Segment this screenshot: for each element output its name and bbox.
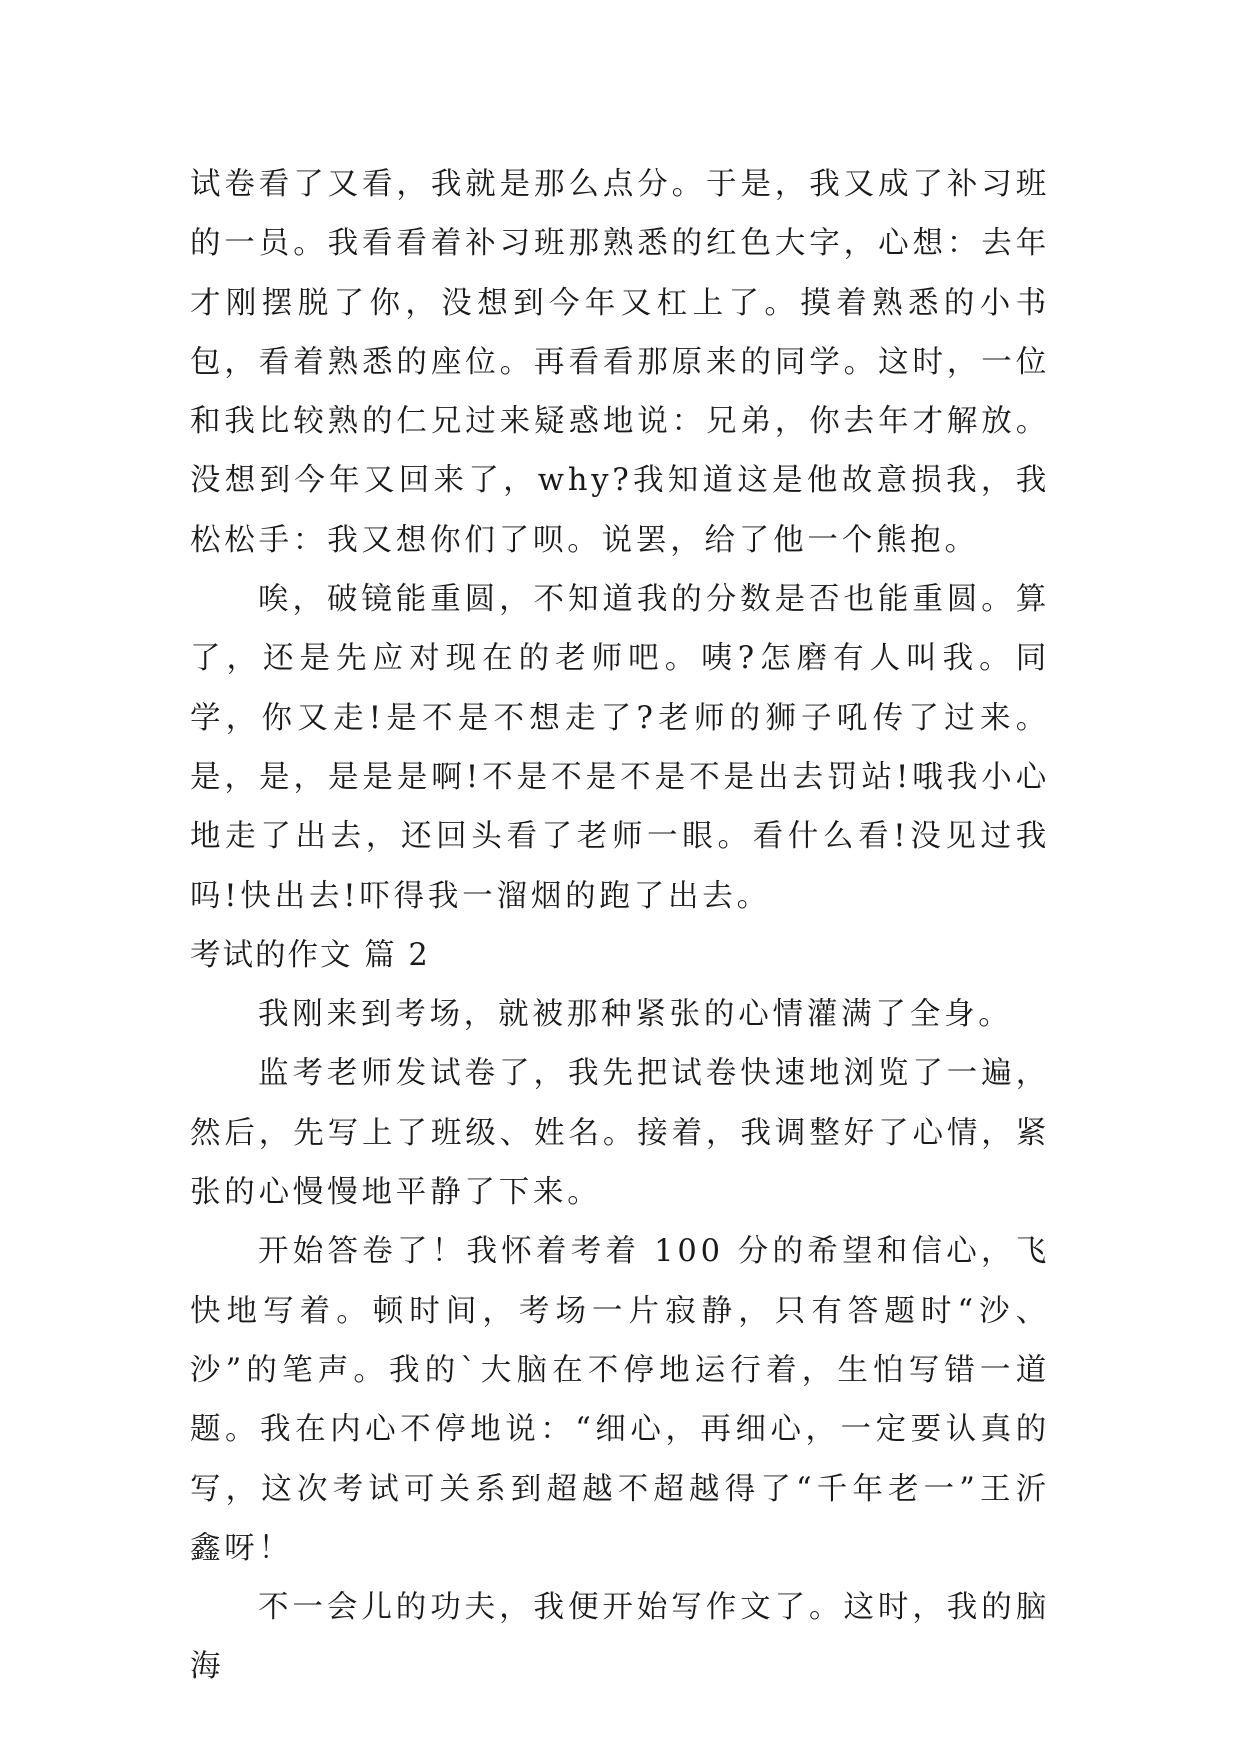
paragraph: 我刚来到考场，就被那种紧张的心情灌满了全身。: [258, 997, 1013, 1033]
paragraph: 开始答卷了！我怀着考着 100 分的希望和信心，飞快地写着。顿时间，考场一片寂静，只有答题时“沙、沙”的笔声。我的`大脑在不停地运行着，生怕写错一道题。我在内心不停地说：“细心，再细心，一定要认真的写，这次考试可关系到超越不超越得了“千年老一”王沂鑫呀！: [190, 1234, 1050, 1566]
paragraph: 唉，破镜能重圆，不知道我的分数是否也能重圆。算了，还是先应对现在的老师吧。咦?怎磨有人叫我。同学，你又走!是不是不想走了?老师的狮子吼传了过来。是，是，是是是啊!不是不是不是不是出去罚站!哦我小心地走了出去，还回头看了老师一眼。看什么看!没见过我吗!快出去!吓得我一溜烟的跑了出去。: [190, 582, 1050, 914]
paragraph: 不一会儿的功夫，我便开始写作文了。这时，我的脑海: [190, 1590, 1050, 1685]
paragraph: 试卷看了又看，我就是那么点分。于是，我又成了补习班的一员。我看看着补习班那熟悉的红色大字，心想：去年才刚摆脱了你，没想到今年又杠上了。摸着熟悉的小书包，看着熟悉的座位。再看看那原来的同学。这时，一位和我比较熟的仁兄过来疑惑地说：兄弟，你去年才解放。没想到今年又回来了，why?我知道这是他故意损我，我松松手：我又想你们了呗。说罢，给了他一个熊抱。: [190, 167, 1050, 558]
document-page: [190, 155, 1050, 1697]
section-heading: 考试的作文 篇 2: [190, 937, 430, 973]
paragraph: 监考老师发试卷了，我先把试卷快速地浏览了一遍，然后，先写上了班级、姓名。接着，我调整好了心情，紧张的心慢慢地平静了下来。: [190, 1056, 1050, 1211]
